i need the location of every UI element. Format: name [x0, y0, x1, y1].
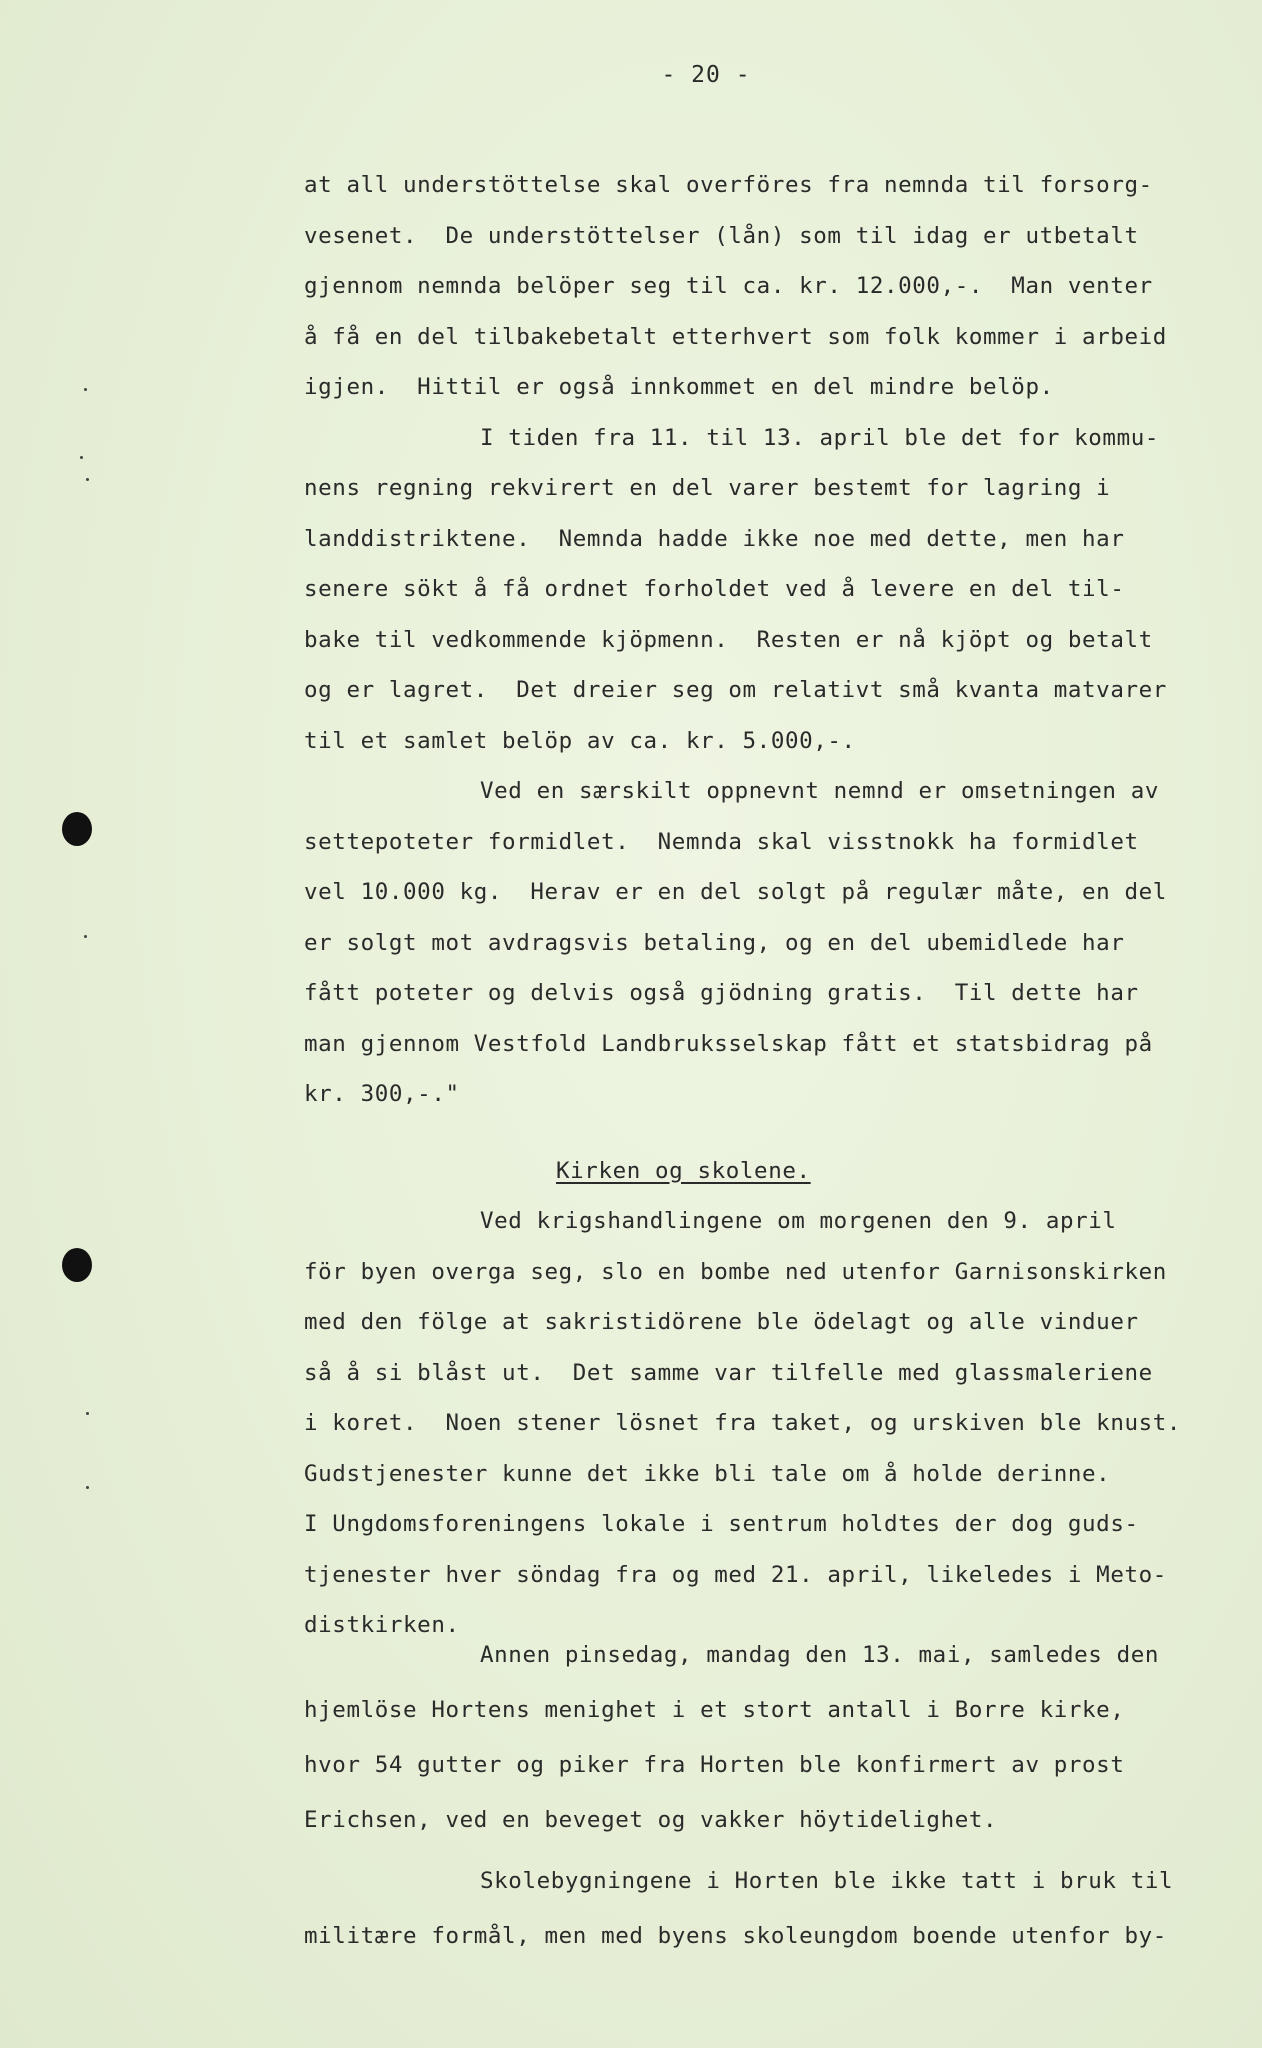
- paragraph-3: [304, 766, 1224, 1120]
- section-heading: Kirken og skolene.: [556, 1157, 811, 1184]
- text-line: fått poteter og delvis også gjödning gratis. Til dette har: [304, 980, 1139, 1006]
- text-line: I Ungdomsforeningens lokale i sentrum holdtes der dog guds-: [304, 1511, 1139, 1537]
- text-line: til et samlet belöp av ca. kr. 5.000,-.: [304, 727, 856, 754]
- text-line: hvor 54 gutter og piker fra Horten ble konfirmert av prost: [304, 1752, 1125, 1778]
- text-line: i koret. Noen stener lösnet fra taket, og urskiven ble knust.: [304, 1410, 1182, 1436]
- margin-speck: [86, 1412, 89, 1415]
- text-line: så å si blåst ut. Det samme var tilfelle med glassmaleriene: [304, 1359, 1153, 1386]
- text-line: å få en del tilbakebetalt etterhvert som folk kommer i arbeid: [304, 323, 1167, 350]
- text-line: tjenester hver söndag fra og med 21. april, likeledes i Meto-: [304, 1561, 1167, 1588]
- punch-hole-bottom: [62, 1248, 92, 1282]
- margin-speck: [84, 935, 87, 938]
- text-line: militære formål, men med byens skoleungdom boende utenfor by-: [304, 1923, 1167, 1949]
- body-text: [304, 160, 1224, 1962]
- text-line: för byen overga seg, slo en bombe ned utenfor Garnisonskirken: [304, 1258, 1167, 1285]
- margin-speck: [80, 456, 83, 459]
- paragraph-6: [304, 1856, 1224, 1962]
- paragraph-1: [304, 160, 1224, 413]
- text-line: hjemlöse Hortens menighet i et stort antall i Borre kirke,: [304, 1697, 1125, 1723]
- text-line: senere sökt å få ordnet forholdet ved å levere en del til-: [304, 576, 1125, 602]
- text-line: igjen. Hittil er også innkommet en del mindre belöp.: [304, 374, 1054, 400]
- text-line: gjennom nemnda belöper seg til ca. kr. 12.000,-. Man venter: [304, 273, 1153, 299]
- text-line: med den fölge at sakristidörene ble ödelagt og alle vinduer: [304, 1309, 1139, 1335]
- text-line: Erichsen, ved en beveget og vakker höytidelighet.: [304, 1807, 998, 1833]
- text-line: kr. 300,-.": [304, 1081, 460, 1107]
- text-line: man gjennom Vestfold Landbruksselskap fått et statsbidrag på: [304, 1030, 1153, 1057]
- text-line: vel 10.000 kg. Herav er en del solgt på regulær måte, en del: [304, 879, 1167, 905]
- margin-speck: [84, 388, 87, 391]
- text-line: vesenet. De understöttelser (lån) som til idag er utbetalt: [304, 222, 1139, 249]
- text-line: at all understöttelse skal overföres fra nemnda til forsorg-: [304, 172, 1153, 198]
- section-heading-row: [304, 1146, 1224, 1197]
- text-line: settepoteter formidlet. Nemnda skal visstnokk ha formidlet: [304, 828, 1139, 855]
- text-line: I tiden fra 11. til 13. april ble det for kommu-: [480, 424, 1160, 451]
- margin-speck: [86, 1486, 89, 1489]
- text-line: og er lagret. Det dreier seg om relativt små kvanta matvarer: [304, 677, 1167, 703]
- text-line: Gudstjenester kunne det ikke bli tale om å holde derinne.: [304, 1460, 1111, 1487]
- text-line: distkirken.: [304, 1612, 460, 1638]
- paragraph-2: [304, 413, 1224, 767]
- text-line: Skolebygningene i Horten ble ikke tatt i bruk til: [480, 1868, 1174, 1894]
- punch-hole-top: [62, 812, 92, 846]
- paragraph-4: [304, 1196, 1224, 1638]
- paragraph-5: [304, 1630, 1224, 1850]
- text-line: Ved krigshandlingene om morgenen den 9. april: [480, 1208, 1117, 1234]
- text-line: landdistriktene. Nemnda hadde ikke noe med dette, men har: [304, 525, 1125, 552]
- text-line: Ved en særskilt oppnevnt nemnd er omsetningen av: [480, 778, 1160, 804]
- text-line: bake til vedkommende kjöpmenn. Resten er nå kjöpt og betalt: [304, 626, 1153, 653]
- margin-speck: [86, 478, 89, 481]
- page-number: - 20 -: [661, 62, 751, 88]
- text-line: er solgt mot avdragsvis betaling, og en del ubemidlede har: [304, 929, 1125, 956]
- text-line: nens regning rekvirert en del varer bestemt for lagring i: [304, 475, 1111, 501]
- text-line: Annen pinsedag, mandag den 13. mai, samledes den: [480, 1642, 1160, 1668]
